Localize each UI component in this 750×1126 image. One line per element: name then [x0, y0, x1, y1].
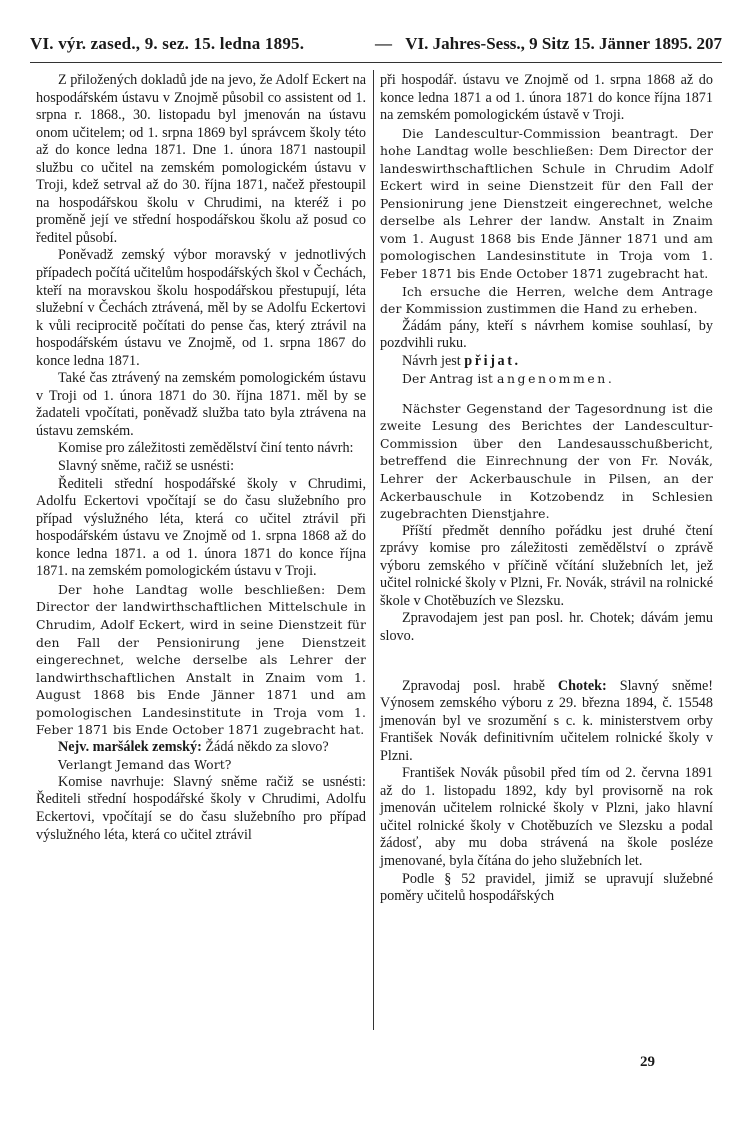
header-dash: — [375, 34, 392, 53]
spacer [380, 388, 713, 400]
speaker-paragraph [380, 678, 713, 766]
spacer [380, 646, 713, 678]
result-paragraph-german [380, 370, 713, 388]
speaker-text: Žádá někdo za slovo? [205, 738, 329, 755]
running-header [30, 30, 722, 60]
speaker-label: Nejv. maršálek zemský: [58, 738, 202, 755]
result-emphasis: angenommen. [496, 371, 615, 387]
page-number: 29 [640, 1054, 655, 1070]
speaker-name: Chotek: [557, 677, 607, 694]
column-divider [373, 70, 374, 1030]
header-czech: VI. výr. zased., 9. sez. 15. ledna 1895. [30, 34, 305, 53]
paragraph: Komise navrhuje: Slavný sněme račiž se usnésti: Řediteli střední hospodářské školy v Chrudimi, Adolfu Eckertovi, vpočítají se do času služebního pro případ výslužného léta, která co učitel ztrávil [36, 773, 366, 843]
paragraph-german: Die Landescultur-Commission beantragt. Der hohe Landtag wolle beschließen: Dem Director der landeswirthschaftlichen Schule in Chrudim Adolf Eckert wird in seine Dienstzeit für den Fall der Pensionirung jene Dienstzeit eingerechnet, welche derselbe als Lehrer der landw. Anstalt in Znaim vom 1. August 1868 bis Ende Jänner 1871 und am pomologischen Landesinstitute in Troja vom 1. Feber 1871 bis Ende October 1871 zugebracht hat. [380, 125, 713, 282]
paragraph: Řediteli střední hospodářské školy v Chrudimi, Adolfu Eckertovi vpočítají se do času služebního pro případ výslužného léta, která co učitel ztrávil při hospodářském ústavu ve Znojmě od 1. srpna 1868 až do konce ledna 1871. a od 1. února 1871 do konce října 1871. na zemském pomologickém ústavu v Troji. [36, 475, 366, 580]
paragraph: Zpravodajem jest pan posl. hr. Chotek; dávám jemu slovo. [380, 610, 713, 644]
paragraph: Slavný sněme, račiž se usnésti: [58, 458, 235, 475]
left-column [36, 72, 366, 844]
paragraph-german: Verlangt Jemand das Wort? [58, 757, 232, 773]
right-column [380, 72, 713, 906]
paragraph: Podle § 52 pravidel, jimiž se upravují služebné poměry učitelů hospodářských [380, 870, 713, 905]
result-label: Der Antrag ist [402, 371, 493, 387]
paragraph: Žádám pány, kteří s návrhem komise souhlasí, by pozdvihli ruku. [380, 317, 713, 352]
paragraph-german: Ich ersuche die Herren, welche dem Antrage der Kommission zustimmen die Hand zu erheben. [380, 283, 713, 317]
result-emphasis: přijat. [464, 352, 521, 369]
paragraph-german: Der hohe Landtag wolle beschließen: Dem Director der landwirthschaftlichen Mittelschule in Chrudim, Adolf Eckert, wird in seine Dienstzeit für den Fall der Pensionirung jene Dienstzeit eingerechnet, welche derselbe als Lehrer der landwirthschaftlichen Anstalt in Znaim vom 1. August 1868 bis Ende Jänner 1871 und am pomologischen Landesinstitute in Troja vom 1. Feber 1871 bis Ende October 1871 zugebracht hat. [36, 581, 366, 738]
paragraph: Poněvadž zemský výbor moravský v jednotlivých případech počítá učitelům hospodářských škol v Čechách, kteří na moravskou školu hospodářskou přestupují, léta služební v Čechách ztrávená, měl by se Adolfu Eckertovi k vůli reciprocitě počítati do pense čas, který ztrávil na hospodářském ústavu ve Znojmě, od 1. srpna 1867 do konce ledna 1871. [36, 247, 366, 369]
paragraph: František Novák působil před tím od 2. června 1891 až do 1. listopadu 1892, kdy byl provisorně na rok jmenován učitelem rolnické školy v Plzni, jako hlavní učitel rolnické školy v Chotěbuzích ve Slezsku a podal žádosť, aby mu doba strávená na škole posléze jmenované, byla čítána do jeho služebních let. [380, 765, 713, 869]
result-label: Návrh jest [402, 352, 461, 369]
speaker-paragraph [36, 739, 366, 757]
paragraph: Příští předmět denního pořádku jest druhé čtení zprávy komise pro záležitosti zemědělství o zprávě výboru zemského v příčině včítání služebních let, jež učitel rolnické školy v Plzni, Fr. Novák, strávil na rolnické škole v Chotěbuzích ve Slezsku. [380, 522, 713, 609]
header-rule [30, 62, 722, 63]
paragraph: Z přiložených dokladů jde na jevo, že Adolf Eckert na hospodářském ústavu v Znojmě působil co assistent od 1. srpna r. 1868., 30. listopadu byl jmenován na ústavu onom učitelem; od 1. srpna 1869 byl správcem školy této až do konce ledna 1871. Dne 1. února 1871 nastoupil službu co učitel na zemském pomologickém ústavu v Troji, kdež setrval až do 30. října 1871, načež přestoupil na hospodářskou školu v Chrudimi, na kteréž i po proměně její ve střední hospodářskou školu až posud co ředitel působí. [36, 72, 366, 246]
speaker-label: Zpravodaj posl. hrabě [402, 677, 545, 694]
header-german: VI. Jahres-Sess., 9 Sitz 15. Jänner 1895. 207 [405, 34, 722, 53]
paragraph: Komise pro záležitosti zemědělství činí tento návrh: [58, 440, 354, 457]
paragraph-german: Nächster Gegenstand der Tagesordnung ist die zweite Lesung des Berichtes der Landescultur-Commission über den Landesausschußbericht, betreffend die Einrechnung der von Fr. Novák, Lehrer der Ackerbauschule in Pilsen, an der Ackerbauschule in Kotzobendz in Schlesien zugebrachten Dienstjahre. [380, 400, 713, 522]
result-paragraph [380, 353, 713, 371]
paragraph: při hospodář. ústavu ve Znojmě od 1. srpna 1868 až do konce ledna 1871 a od 1. února 1871 do konce října 1871 na zemském pomologickém ústavě v Troji. [380, 72, 713, 124]
speaker-text: Slavný sněme! Výnosem zemského výboru z 29. března 1894, č. 15548 jmenován byl ve srozumění s c. k. ministerstvem orby František Novák definitivním učitelem rolnické školy v Plzni. [380, 677, 714, 764]
paragraph: Také čas ztrávený na zemském pomologickém ústavu v Troji od 1. února 1871 do 30. října 1871. měl by se žadateli vpočítati, poněvadž služba tato byla ztrávena na ústavu zemském. [36, 370, 366, 439]
